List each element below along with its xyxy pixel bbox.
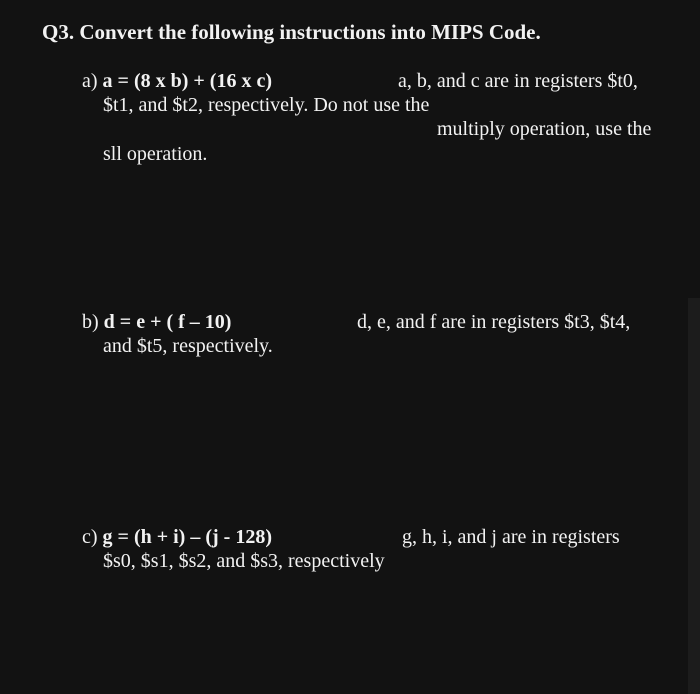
part-c-note-line2: $s0, $s1, $s2, and $s3, respectively <box>103 550 385 572</box>
part-c-note-line1: g, h, i, and j are in registers <box>402 526 620 548</box>
part-c-expression-line <box>82 525 272 549</box>
part-c-expression: g = (h + i) – (j - 128) <box>102 526 272 548</box>
question-title: Q3. Convert the following instructions into MIPS Code. <box>42 20 541 44</box>
part-b-label: b) <box>82 311 99 333</box>
part-a-note-line3: multiply operation, use the <box>437 118 652 140</box>
part-a-note-line2: $t1, and $t2, respectively. Do not use the <box>103 94 430 116</box>
part-b-note-line1: d, e, and f are in registers $t3, $t4, <box>357 311 631 333</box>
part-a-expression: a = (8 x b) + (16 x c) <box>102 70 272 92</box>
part-a-expression-line <box>82 69 272 93</box>
part-c-label: c) <box>82 526 98 548</box>
part-a-note-line1: a, b, and c are in registers $t0, <box>398 70 638 92</box>
part-b-expression-line <box>82 310 231 334</box>
right-edge-strip <box>688 298 700 694</box>
part-a-label: a) <box>82 70 98 92</box>
part-a-note-line4: sll operation. <box>103 143 208 165</box>
part-b-note-line2: and $t5, respectively. <box>103 335 273 357</box>
part-b-expression: d = e + ( f – 10) <box>103 311 232 333</box>
